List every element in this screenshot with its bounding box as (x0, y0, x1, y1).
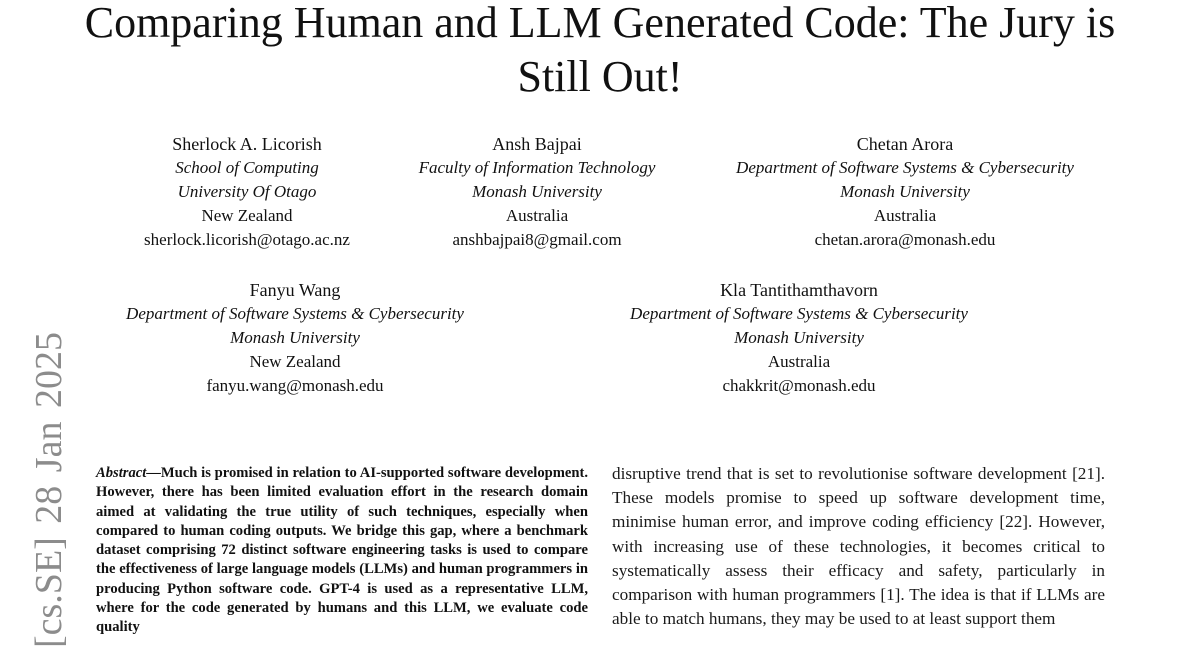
author-university: Monash University (472, 182, 602, 201)
author-country: New Zealand (249, 352, 341, 371)
author-name: Chetan Arora (856, 134, 954, 154)
author-department: Department of Software Systems & Cybersecurity (736, 158, 1074, 177)
abstract-text: —Much is promised in relation to AI-supported software development. However, there has been limited evaluation effort in the research domain aimed at validating the true utility of such techniques, especially when compared to human coding outputs. We bridge this gap, where a benchmark dataset comprising 72 distinct software engineering tasks is used to compare the effectiveness of large language models (LLMs) and human programmers in producing Python software code. GPT-4 is used as a representative LLM, where for the code generated by humans and this LLM, we evaluate code quality (96, 465, 588, 636)
author-country: Australia (505, 206, 569, 225)
author-department: School of Computing (175, 158, 319, 177)
author-university: Monash University (734, 328, 864, 347)
introduction-text: disruptive trend that is set to revolutionise software development [21]. These models promise to speed up software development time, minimise human error, and improve coding efficiency [22]. However, with increasing use of these technologies, it becomes critical to systematically assess their efficacy and safety, particularly in comparison with human programmers [1]. The idea is that if LLMs are able to match humans, they may be used to at least support them (612, 464, 1105, 629)
author-block (80, 278, 510, 398)
author-department: Faculty of Information Technology (418, 158, 656, 177)
author-university: Monash University (230, 328, 360, 347)
author-country: Australia (873, 206, 937, 225)
author-block (584, 278, 1014, 398)
arxiv-stamp: [cs.SE] 28 Jan 2025 (28, 332, 70, 648)
abstract-label: Abstract (96, 465, 147, 481)
author-block (107, 132, 387, 252)
author-name: Kla Tantithamthavorn (720, 280, 878, 300)
abstract (96, 464, 588, 638)
author-email: chetan.arora@monash.edu (814, 230, 996, 249)
author-email: fanyu.wang@monash.edu (206, 376, 384, 395)
author-name: Fanyu Wang (249, 280, 341, 300)
author-country: New Zealand (201, 206, 293, 225)
author-email: sherlock.licorish@otago.ac.nz (144, 230, 350, 249)
author-department: Department of Software Systems & Cybersecurity (630, 304, 968, 323)
author-country: Australia (767, 352, 831, 371)
author-block (690, 132, 1120, 252)
author-email: chakkrit@monash.edu (722, 376, 876, 395)
paper-title: Comparing Human and LLM Generated Code: The Jury is Still Out! (84, 0, 1116, 101)
author-email: anshbajpai8@gmail.com (452, 230, 622, 249)
author-name: Sherlock A. Licorish (172, 134, 322, 154)
author-university: University Of Otago (177, 182, 317, 201)
author-department: Department of Software Systems & Cybersecurity (126, 304, 464, 323)
author-block (387, 132, 687, 252)
author-university: Monash University (840, 182, 970, 201)
author-name: Ansh Bajpai (492, 134, 582, 154)
